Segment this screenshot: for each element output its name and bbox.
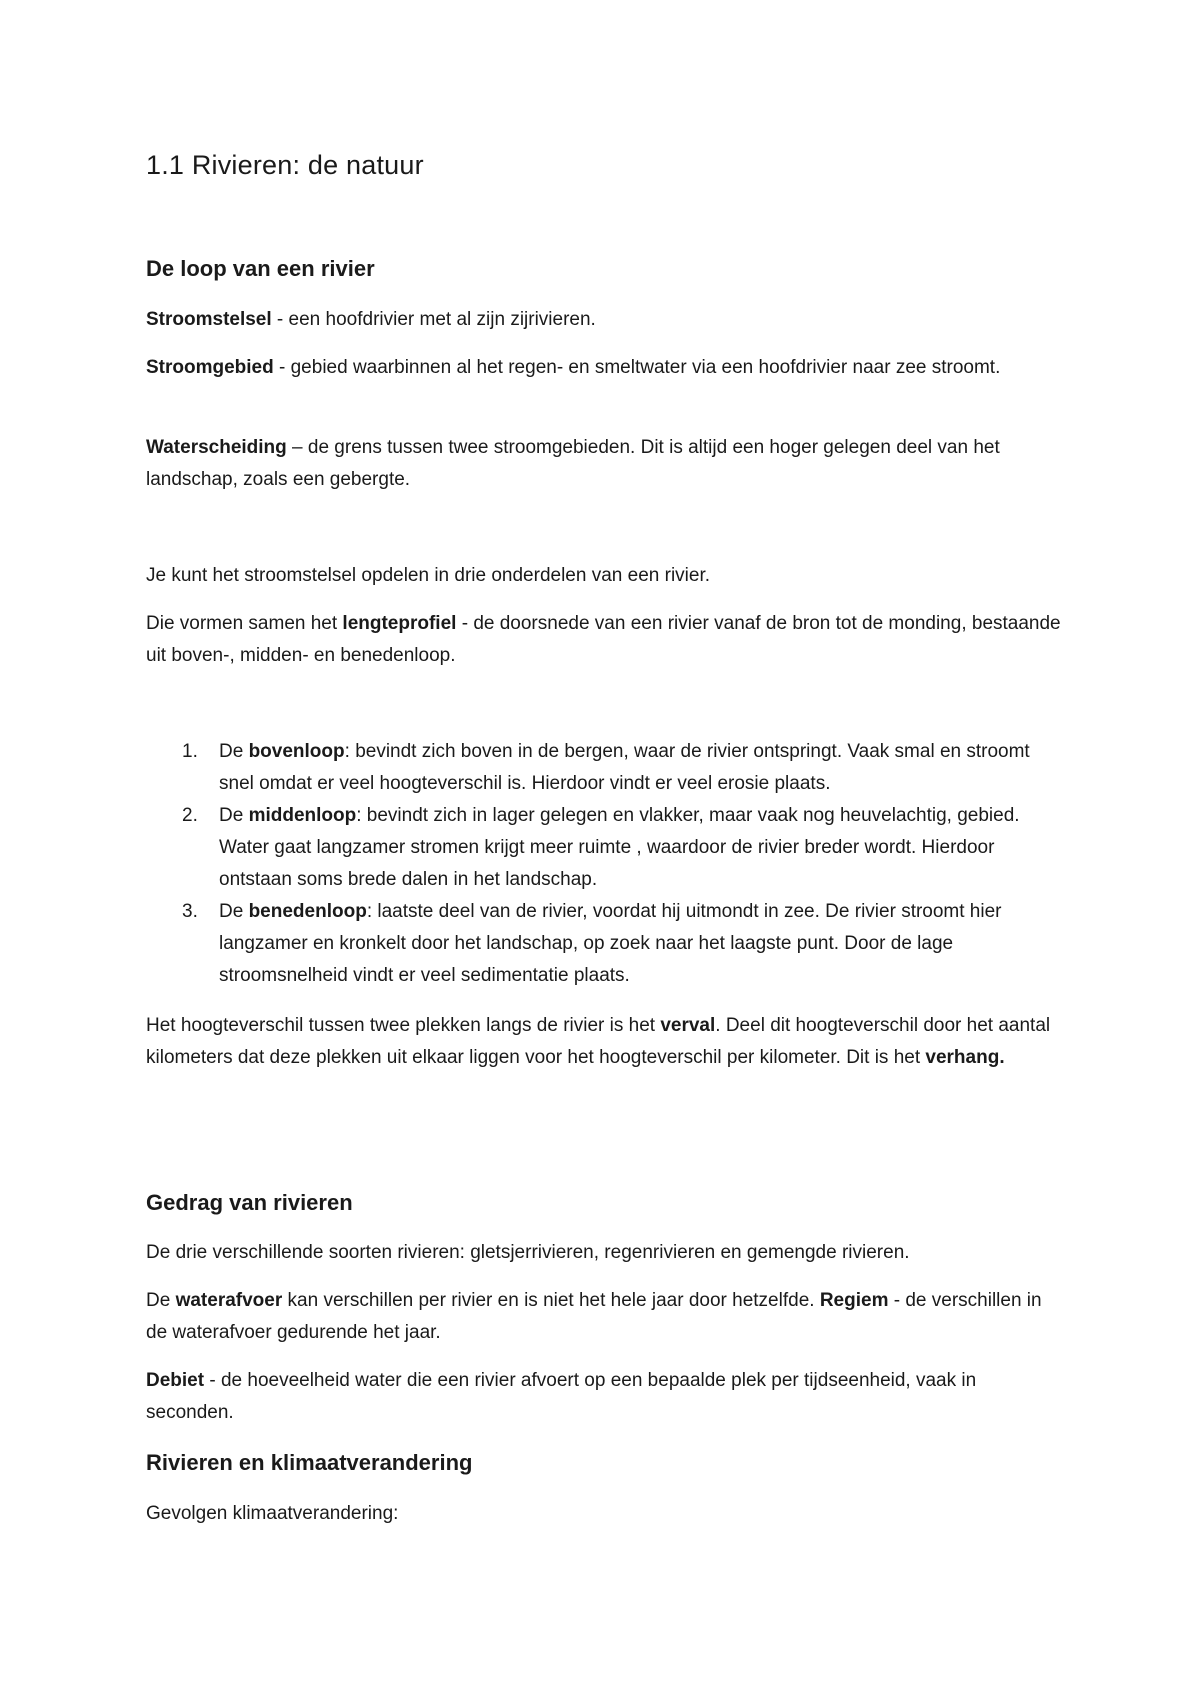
list-pre: De (219, 901, 249, 922)
term: waterafvoer (175, 1290, 283, 1311)
afvoer-middle: kan verschillen per rivier en is niet het hele jaar door hetzelfde. (282, 1290, 820, 1311)
intro-paragraph: Je kunt het stroomstelsel opdelen in drie onderdelen van een rivier. (146, 565, 711, 586)
term: lengteprofiel (342, 613, 457, 634)
list-item (146, 896, 1066, 992)
profile-after: - de doorsnede van een rivier vanaf de bron tot de monding, bestaande uit boven-, midden- en benedenloop. (146, 613, 1061, 666)
afvoer-pre: De (146, 1290, 176, 1311)
term: verhang. (925, 1047, 1005, 1068)
term: Stroomstelsel (146, 309, 272, 330)
definition-text: - een hoofdrivier met al zijn zijrivieren. (271, 309, 596, 330)
list-text: : bevindt zich boven in de bergen, waar de rivier ontspringt. Vaak smal en stroomt snel omdat er veel hoogteverschil is. Hierdoor vindt er veel erosie plaats. (219, 741, 1030, 794)
list-pre: De (219, 805, 249, 826)
list-number: 2. (182, 805, 198, 826)
definition-stroomgebied (146, 352, 1066, 384)
term: Waterscheiding (146, 437, 287, 458)
definition-text: – de grens tussen twee stroomgebieden. Dit is altijd een hoger gelegen deel van het landschap, zoals een gebergte. (146, 437, 1000, 490)
verval-paragraph (146, 1010, 1066, 1074)
term: Regiem (819, 1290, 889, 1311)
afvoer-paragraph (146, 1285, 1066, 1349)
verval-before: Het hoogteverschil tussen twee plekken langs de rivier is het (146, 1015, 661, 1036)
profile-before: Die vormen samen het (146, 613, 343, 634)
term: middenloop (248, 805, 357, 826)
definition-waterscheiding (146, 432, 1066, 496)
definition-stroomstelsel (146, 304, 1066, 336)
section-heading-loop: De loop van een rivier (146, 256, 375, 281)
types-paragraph: De drie verschillende soorten rivieren: gletsjerrivieren, regenrivieren en gemengde rivieren. (146, 1242, 910, 1263)
definition-text: - gebied waarbinnen al het regen- en smeltwater via een hoofdrivier naar zee stroomt. (273, 357, 1001, 378)
section-heading-gedrag: Gedrag van rivieren (146, 1190, 353, 1215)
list-item (146, 736, 1066, 800)
list-number: 3. (182, 901, 198, 922)
list-text: : laatste deel van de rivier, voordat hij uitmondt in zee. De rivier stroomt hier langzamer en kronkelt door het landschap, op zoek naar het laagste punt. Door de lage stroomsnelheid vindt er veel sedimentatie plaats. (219, 901, 1002, 986)
verval-middle: . Deel dit hoogteverschil door het aantal kilometers dat deze plekken uit elkaar liggen voor het hoogteverschil per kilometer. Dit is het (146, 1015, 1051, 1068)
list-item (146, 800, 1066, 896)
profile-paragraph (146, 608, 1066, 672)
afvoer-after: - de verschillen in de waterafvoer gedurende het jaar. (146, 1290, 1042, 1343)
debiet-text: - de hoeveelheid water die een rivier afvoert op een bepaalde plek per tijdseenheid, vaak in seconden. (146, 1370, 977, 1423)
klimaat-paragraph: Gevolgen klimaatverandering: (146, 1503, 399, 1524)
term: bovenloop (248, 741, 345, 762)
list-text: : bevindt zich in lager gelegen en vlakker, maar vaak nog heuvelachtig, gebied. Water gaat langzamer stromen krijgt meer ruimte , waardoor de rivier breder wordt. Hierdoor ontstaan soms brede dalen in het landschap. (219, 805, 1020, 890)
page-title: 1.1 Rivieren: de natuur (146, 150, 424, 180)
list-pre: De (219, 741, 249, 762)
term: Debiet (146, 1370, 205, 1391)
term: Stroomgebied (146, 357, 274, 378)
term: benedenloop (248, 901, 367, 922)
river-sections-list (146, 736, 1066, 992)
term: verval (660, 1015, 716, 1036)
list-number: 1. (182, 741, 198, 762)
debiet-paragraph (146, 1365, 1066, 1429)
section-heading-klimaat: Rivieren en klimaatverandering (146, 1450, 473, 1475)
